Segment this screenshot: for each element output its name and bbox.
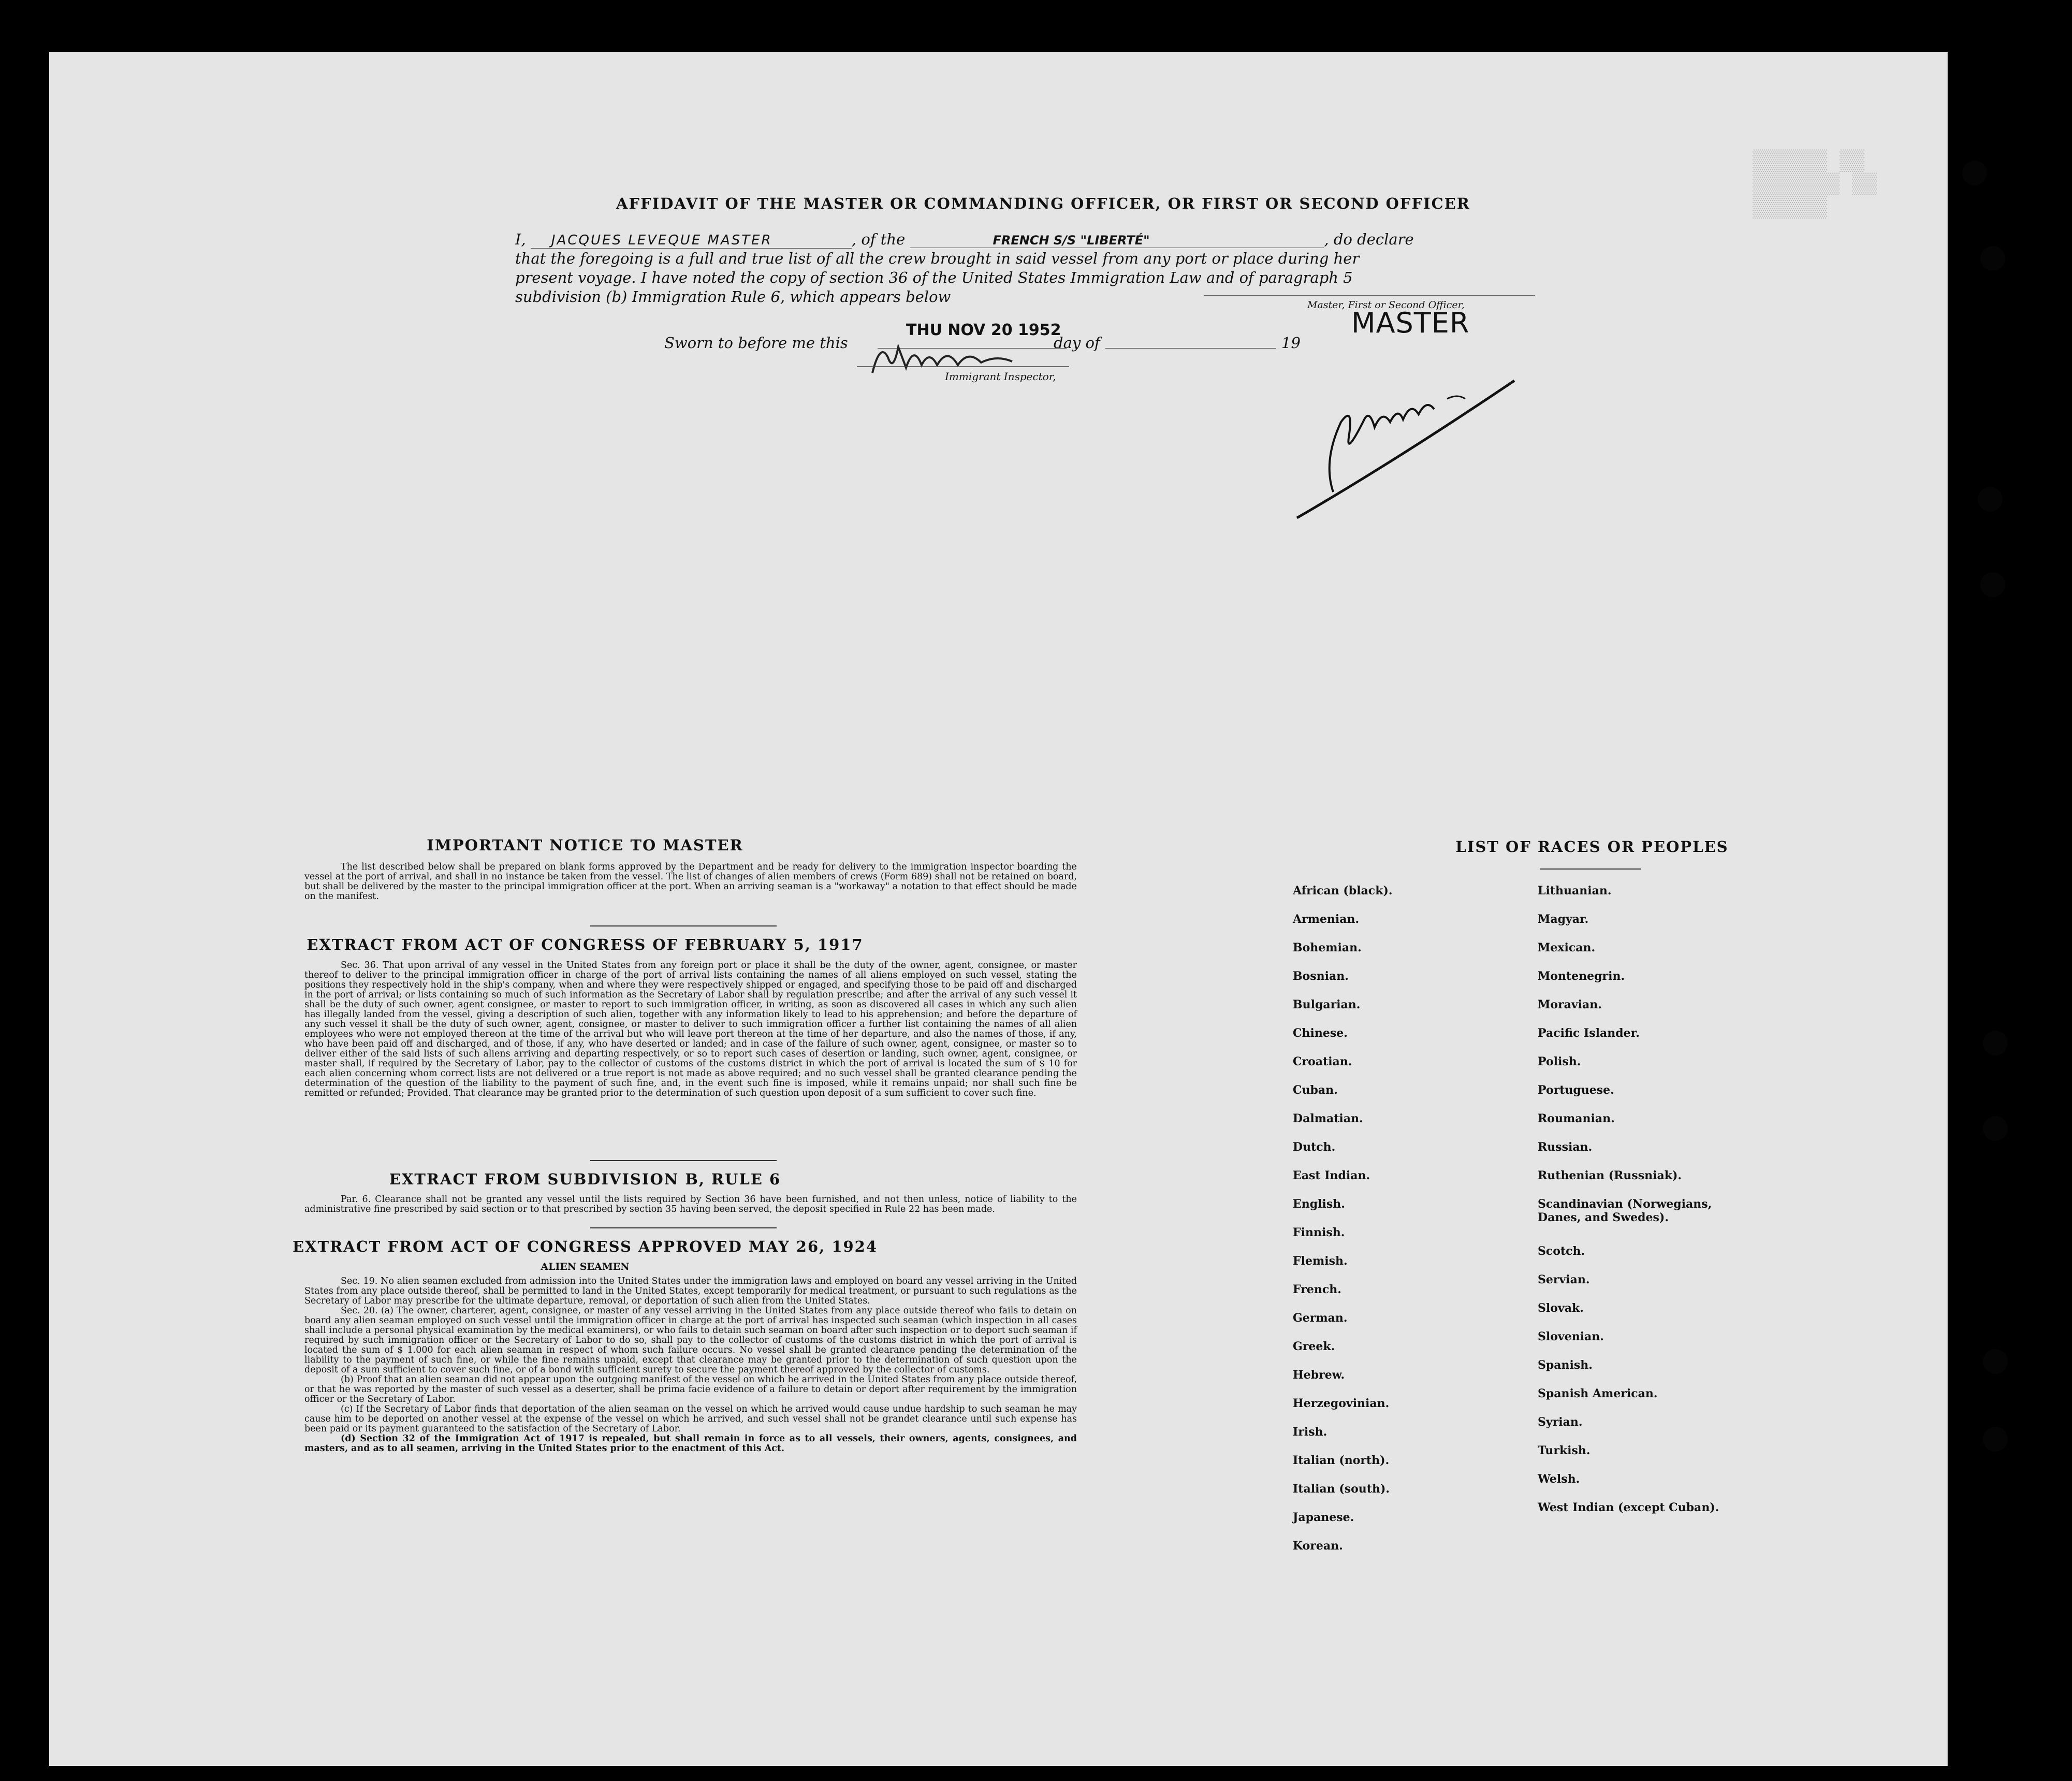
race-item: Greek. <box>1293 1340 1335 1353</box>
master-name-field: JACQUES LEVEQUE MASTER <box>531 233 852 249</box>
master-signature <box>1292 331 1571 528</box>
affidavit-i: I, <box>515 230 526 248</box>
race-item: Mexican. <box>1538 941 1596 954</box>
alien-seamen-subtitle: ALIEN SEAMEN <box>541 1261 630 1272</box>
race-item: Spanish. <box>1538 1358 1593 1372</box>
officer-title-stamp: MASTER <box>1351 307 1470 339</box>
extract-rule6-title: EXTRACT FROM SUBDIVISION B, RULE 6 <box>389 1170 781 1188</box>
extract-1924-text <box>304 1277 1077 1454</box>
divider-3 <box>590 1227 777 1228</box>
race-item: Italian (south). <box>1293 1482 1390 1496</box>
race-item: Slovenian. <box>1538 1330 1604 1343</box>
extract-1917-text <box>304 961 1077 1098</box>
binder-hole <box>1983 1349 2008 1374</box>
race-item: Irish. <box>1293 1425 1327 1439</box>
inspector-label: Immigrant Inspector, <box>945 370 1056 383</box>
vessel-name-field: FRENCH S/S "LIBERTÉ" <box>910 233 1324 248</box>
divider-2 <box>590 1160 777 1161</box>
race-item: English. <box>1293 1197 1345 1211</box>
bleed-through-text: ▒▒▒▒▒▒ ▒▒ ▒▒▒▒▒▒▒ ▒▒ ▒▒▒▒▒▒ <box>1753 150 1877 220</box>
race-item: Russian. <box>1538 1140 1593 1154</box>
race-item: West Indian (except Cuban). <box>1538 1501 1719 1514</box>
race-item: Bohemian. <box>1293 941 1362 954</box>
notice-paragraph: The list described below shall be prepared on blank forms approved by the Department and be ready for delivery to the immigration inspector boarding the vessel at the port of arrival, and shall in no instance be taken from the vessel. The list of changes of alien members of crews (Form 689) shall not be retained on board, but shall be delivered by the master to the principal immigration officer at the port. When an arriving seaman is a "workaway" a notation to that effect should be made on the manifest. <box>304 862 1077 902</box>
extract-rule6-text <box>304 1195 1077 1214</box>
race-item: Scandinavian (Norwegians, Danes, and Swedes). <box>1538 1197 1712 1224</box>
race-item: Pacific Islander. <box>1538 1026 1640 1040</box>
sec20c-paragraph: (c) If the Secretary of Labor finds that deportation of the alien seaman on the vessel on which he arrived would cause undue hardship to such seaman he may cause him to be deported on another vessel at the expense of the vessel on which he arrived, and such vessel shall not be grandet clearance until such expense has been paid or its payment guaranteed to the satisfaction of the Secretary of Labor. <box>304 1404 1077 1434</box>
day-of-label: day of <box>1054 334 1100 352</box>
sec36-paragraph: Sec. 36. That upon arrival of any vessel in the United States from any foreign port or place it shall be the duty of the owner, agent, consignee, or master thereof to deliver to the principal immigration officer in charge of the port of arrival lists containing the names of all aliens employed on such vessel, stating the positions they respectively hold in the ship's company, when and where they were respectively shipped or engaged, and specifying those to be paid off and discharged in the port of arrival; or lists containing so much of such information as the Secretary of Labor shall by regulation prescribe; and after the arrival of any such vessel it shall be the duty of such owner, agent consignee, or master to report to such immigration officer, in writing, as soon as discovered all cases in which any such alien has illegally landed from the vessel, giving a description of such alien, together with any information likely to lead to his apprehension; and before the departure of any such vessel it shall be the duty of such owner, agent, consignee, or master to deliver to such immigration officer a further list containing the names of all alien employees who were not employed thereon at the time of the arrival but who will leave port thereon at the time of her departure, and also the names of those, if any, who have been paid off and discharged, and of those, if any, who have deserted or landed; and in case of the failure of such owner, agent, consignee, or master so to deliver either of the said lists of such aliens arriving and departing respectively, or so to report such cases of desertion or landing, such owner, agent, consignee, or master shall, if required by the Secretary of Labor, pay to the collector of customs of the customs district in which the port of arrival is located the sum of $ 10 for each alien concerning whom correct lists are not delivered or a true report is not made as above required; and no such vessel shall be granted clearance pending the determination of the question of the liability to the payment of such fine, and, in the event such fine is imposed, while it remains unpaid; nor shall such fine be remitted or refunded; Provided. That clearance may be granted prior to the determination of such question upon deposit of a sum sufficient to cover such fine. <box>304 960 1077 1098</box>
race-item: French. <box>1293 1283 1341 1296</box>
race-item: Herzegovinian. <box>1293 1397 1390 1410</box>
races-title: LIST OF RACES OR PEOPLES <box>1455 838 1729 856</box>
affidavit-line-1 <box>515 230 1525 249</box>
race-item: Syrian. <box>1538 1415 1583 1429</box>
sec20a-paragraph: Sec. 20. (a) The owner, charterer, agent, consignee, or master of any vessel arriving in the United States from any place outside thereof who fails to detain on board any alien seaman employed on such vessel until the immigration officer in charge at the port of arrival has inspected such seaman (which inspection in all cases shall include a personal physical examination by the medical examiners), or who fails to detain such seaman on board after such inspection or to deport such seaman if required by such immigration officer or the Secretary of Labor to do so, shall pay to the collector of customs of the customs district in which the port of arrival is located the sum of $ 1.000 for each alien seaman in respect of whom such failure occurs. No vessel shall be granted clearance pending the determination of the liability to the payment of such fine, or while the fine remains unpaid, except that clearance may be granted prior to the determination of such question upon the deposit of a sum sufficient to cover such fine, or of a bond with sufficient surety to secure the payment thereof approved by the collector of customs. <box>304 1306 1077 1375</box>
divider-1 <box>590 925 777 926</box>
race-item: Spanish American. <box>1538 1387 1658 1400</box>
notice-title: IMPORTANT NOTICE TO MASTER <box>427 836 743 854</box>
race-item: Slovak. <box>1538 1301 1584 1315</box>
race-item: Turkish. <box>1538 1444 1591 1457</box>
race-item: German. <box>1293 1311 1348 1325</box>
affidavit-line-2: that the foregoing is a full and true list of all the crew brought in said vessel from any port or place during her <box>515 250 1360 267</box>
sec19-paragraph: Sec. 19. No alien seamen excluded from admission into the United States under the immigration laws and employed on board any vessel arriving in the United States from any place outside thereof, shall be permitted to land in the United States, except temporarily for medical treatment, or pursuant to such regulations as the Secretary of Labor may prescribe for the ultimate departure, removal, or deportation of such alien from the United States. <box>304 1276 1077 1306</box>
affidavit-do-declare: , do declare <box>1324 230 1414 248</box>
race-item: Montenegrin. <box>1538 969 1625 983</box>
race-item: Dalmatian. <box>1293 1112 1363 1125</box>
race-item: Armenian. <box>1293 913 1360 926</box>
notice-text <box>304 862 1077 902</box>
race-item: Dutch. <box>1293 1140 1336 1154</box>
races-divider <box>1540 868 1641 870</box>
month-line <box>1105 348 1276 349</box>
par6-paragraph: Par. 6. Clearance shall not be granted any vessel until the lists required by Section 36 have been furnished, and not then unless, notice of liability to the administrative fine prescribed by said section or to that prescribed by section 35 having been served, the deposit specified in Rule 22 has been made. <box>304 1194 1077 1214</box>
binder-hole <box>1980 246 2005 271</box>
binder-hole <box>1962 161 1987 185</box>
race-item: Chinese. <box>1293 1026 1348 1040</box>
date-stamp: THU NOV 20 1952 <box>906 321 1061 339</box>
officer-signature-line <box>1204 295 1535 296</box>
race-item: Polish. <box>1538 1055 1581 1068</box>
race-item: Magyar. <box>1538 913 1589 926</box>
race-item: Bulgarian. <box>1293 998 1361 1011</box>
race-item: Roumanian. <box>1538 1112 1615 1125</box>
affidavit-line-3: present voyage. I have noted the copy of section 36 of the United States Immigration Law and of paragraph 5 <box>515 269 1353 286</box>
race-item: Italian (north). <box>1293 1454 1390 1467</box>
race-item: Croatian. <box>1293 1055 1352 1068</box>
extract-1917-title: EXTRACT FROM ACT OF CONGRESS OF FEBRUARY 5, 1917 <box>307 936 864 953</box>
affidavit-title: AFFIDAVIT OF THE MASTER OR COMMANDING OFFICER, OR FIRST OR SECOND OFFICER <box>616 195 1470 212</box>
binder-hole <box>1980 572 2005 597</box>
sec20b-paragraph: (b) Proof that an alien seaman did not appear upon the outgoing manifest of the vessel on which he arrived in the United States from any place outside thereof, or that he was reported by the master of such vessel as a deserter, shall be prima facie evidence of a failure to detain or deport after requirement by the immigration officer or the Secretary of Labor. <box>304 1374 1077 1404</box>
affidavit-line-4: subdivision (b) Immigration Rule 6, which appears below <box>515 288 951 306</box>
binder-hole <box>1983 1116 2008 1141</box>
race-item: Moravian. <box>1538 998 1602 1011</box>
race-item: Hebrew. <box>1293 1368 1345 1382</box>
race-item: Servian. <box>1538 1273 1590 1286</box>
extract-1924-title: EXTRACT FROM ACT OF CONGRESS APPROVED MAY 26, 1924 <box>292 1238 878 1255</box>
race-item: African (black). <box>1293 884 1393 897</box>
race-item: Cuban. <box>1293 1083 1338 1097</box>
binder-hole <box>1978 487 2003 512</box>
race-item: Flemish. <box>1293 1254 1348 1268</box>
race-item: Bosnian. <box>1293 969 1349 983</box>
affidavit-of-the: , of the <box>851 230 906 248</box>
binder-hole <box>1983 1427 2008 1452</box>
race-item: Lithuanian. <box>1538 884 1612 897</box>
race-item: Ruthenian (Russniak). <box>1538 1169 1682 1182</box>
race-item: Scotch. <box>1538 1244 1585 1258</box>
race-item: Welsh. <box>1538 1472 1580 1486</box>
year-label: 19 <box>1281 334 1301 352</box>
sec20d-paragraph: (d) Section 32 of the Immigration Act of 1917 is repealed, but shall remain in force as to all vessels, their owners, agents, consignees, and masters, and as to all seamen, arriving in the United States prior to the enactment of this Act. <box>304 1434 1077 1454</box>
sworn-label: Sworn to before me this <box>664 334 848 352</box>
race-item: Portuguese. <box>1538 1083 1614 1097</box>
document-page <box>49 52 1948 1766</box>
officer-label: Master, First or Second Officer, <box>1307 299 1465 311</box>
race-item: East Indian. <box>1293 1169 1370 1182</box>
race-item: Korean. <box>1293 1539 1343 1553</box>
race-item: Japanese. <box>1293 1511 1354 1524</box>
race-item: Finnish. <box>1293 1226 1345 1239</box>
binder-hole <box>1983 1031 2008 1055</box>
